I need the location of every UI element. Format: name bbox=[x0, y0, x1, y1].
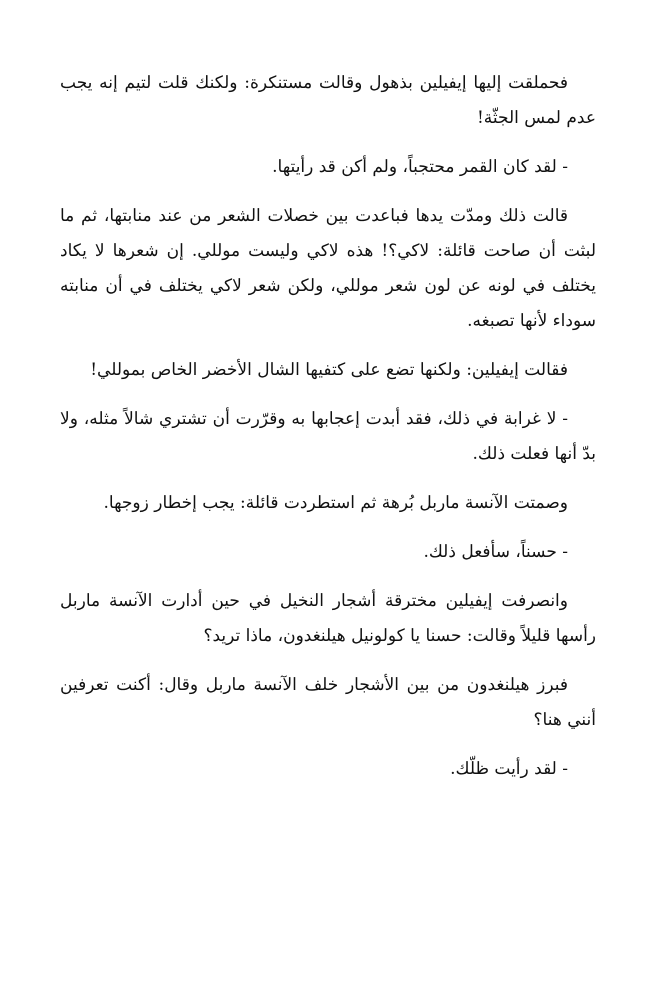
paragraph-6: وصمتت الآنسة ماربل بُرهة ثم استطردت قائلة: يجب إخطار زوجها. bbox=[103, 493, 568, 513]
paragraph-7: - حسناً، سأفعل ذلك. bbox=[423, 542, 568, 562]
paragraph-10: - لقد رأيت ظلّك. bbox=[450, 759, 568, 779]
paragraph-3: قالت ذلك ومدّت يدها فباعدت بين خصلات الشعر من عند منابتها، ثم ما لبثت أن صاحت قائلة: لاكي؟! هذه لاكي وليست موللي. إن شعرها لا يكاد يختلف في لونه عن لون شعر موللي، ولكن شعر لاكي يختلف في أن منابته سوداء لأنها تصبغه. bbox=[60, 206, 597, 331]
paragraph-8: وانصرفت إيفيلين مخترقة أشجار النخيل في حين أدارت الآنسة ماربل رأسها قليلاً وقالت: حسنا يا كولونيل هيلنغدون، ماذا تريد؟ bbox=[60, 591, 596, 646]
paragraph-2: - لقد كان القمر محتجباً، ولم أكن قد رأيتها. bbox=[272, 157, 568, 177]
paragraph-9: فبرز هيلنغدون من بين الأشجار خلف الآنسة ماربل وقال: أكنت تعرفين أنني هنا؟ bbox=[60, 675, 596, 730]
paragraph-1: فحملقت إليها إيفيلين بذهول وقالت مستنكرة: ولكنك قلت لتيم إنه يجب عدم لمس الجثّة! bbox=[60, 73, 596, 128]
paragraph-4: فقالت إيفيلين: ولكنها تضع على كتفيها الشال الأخضر الخاص بموللي! bbox=[90, 360, 568, 380]
paragraph-5: - لا غرابة في ذلك، فقد أبدت إعجابها به وقرّرت أن تشتري شالاً مثله، ولا بدّ أنها فعلت ذلك. bbox=[60, 409, 596, 464]
page-text bbox=[60, 66, 596, 801]
